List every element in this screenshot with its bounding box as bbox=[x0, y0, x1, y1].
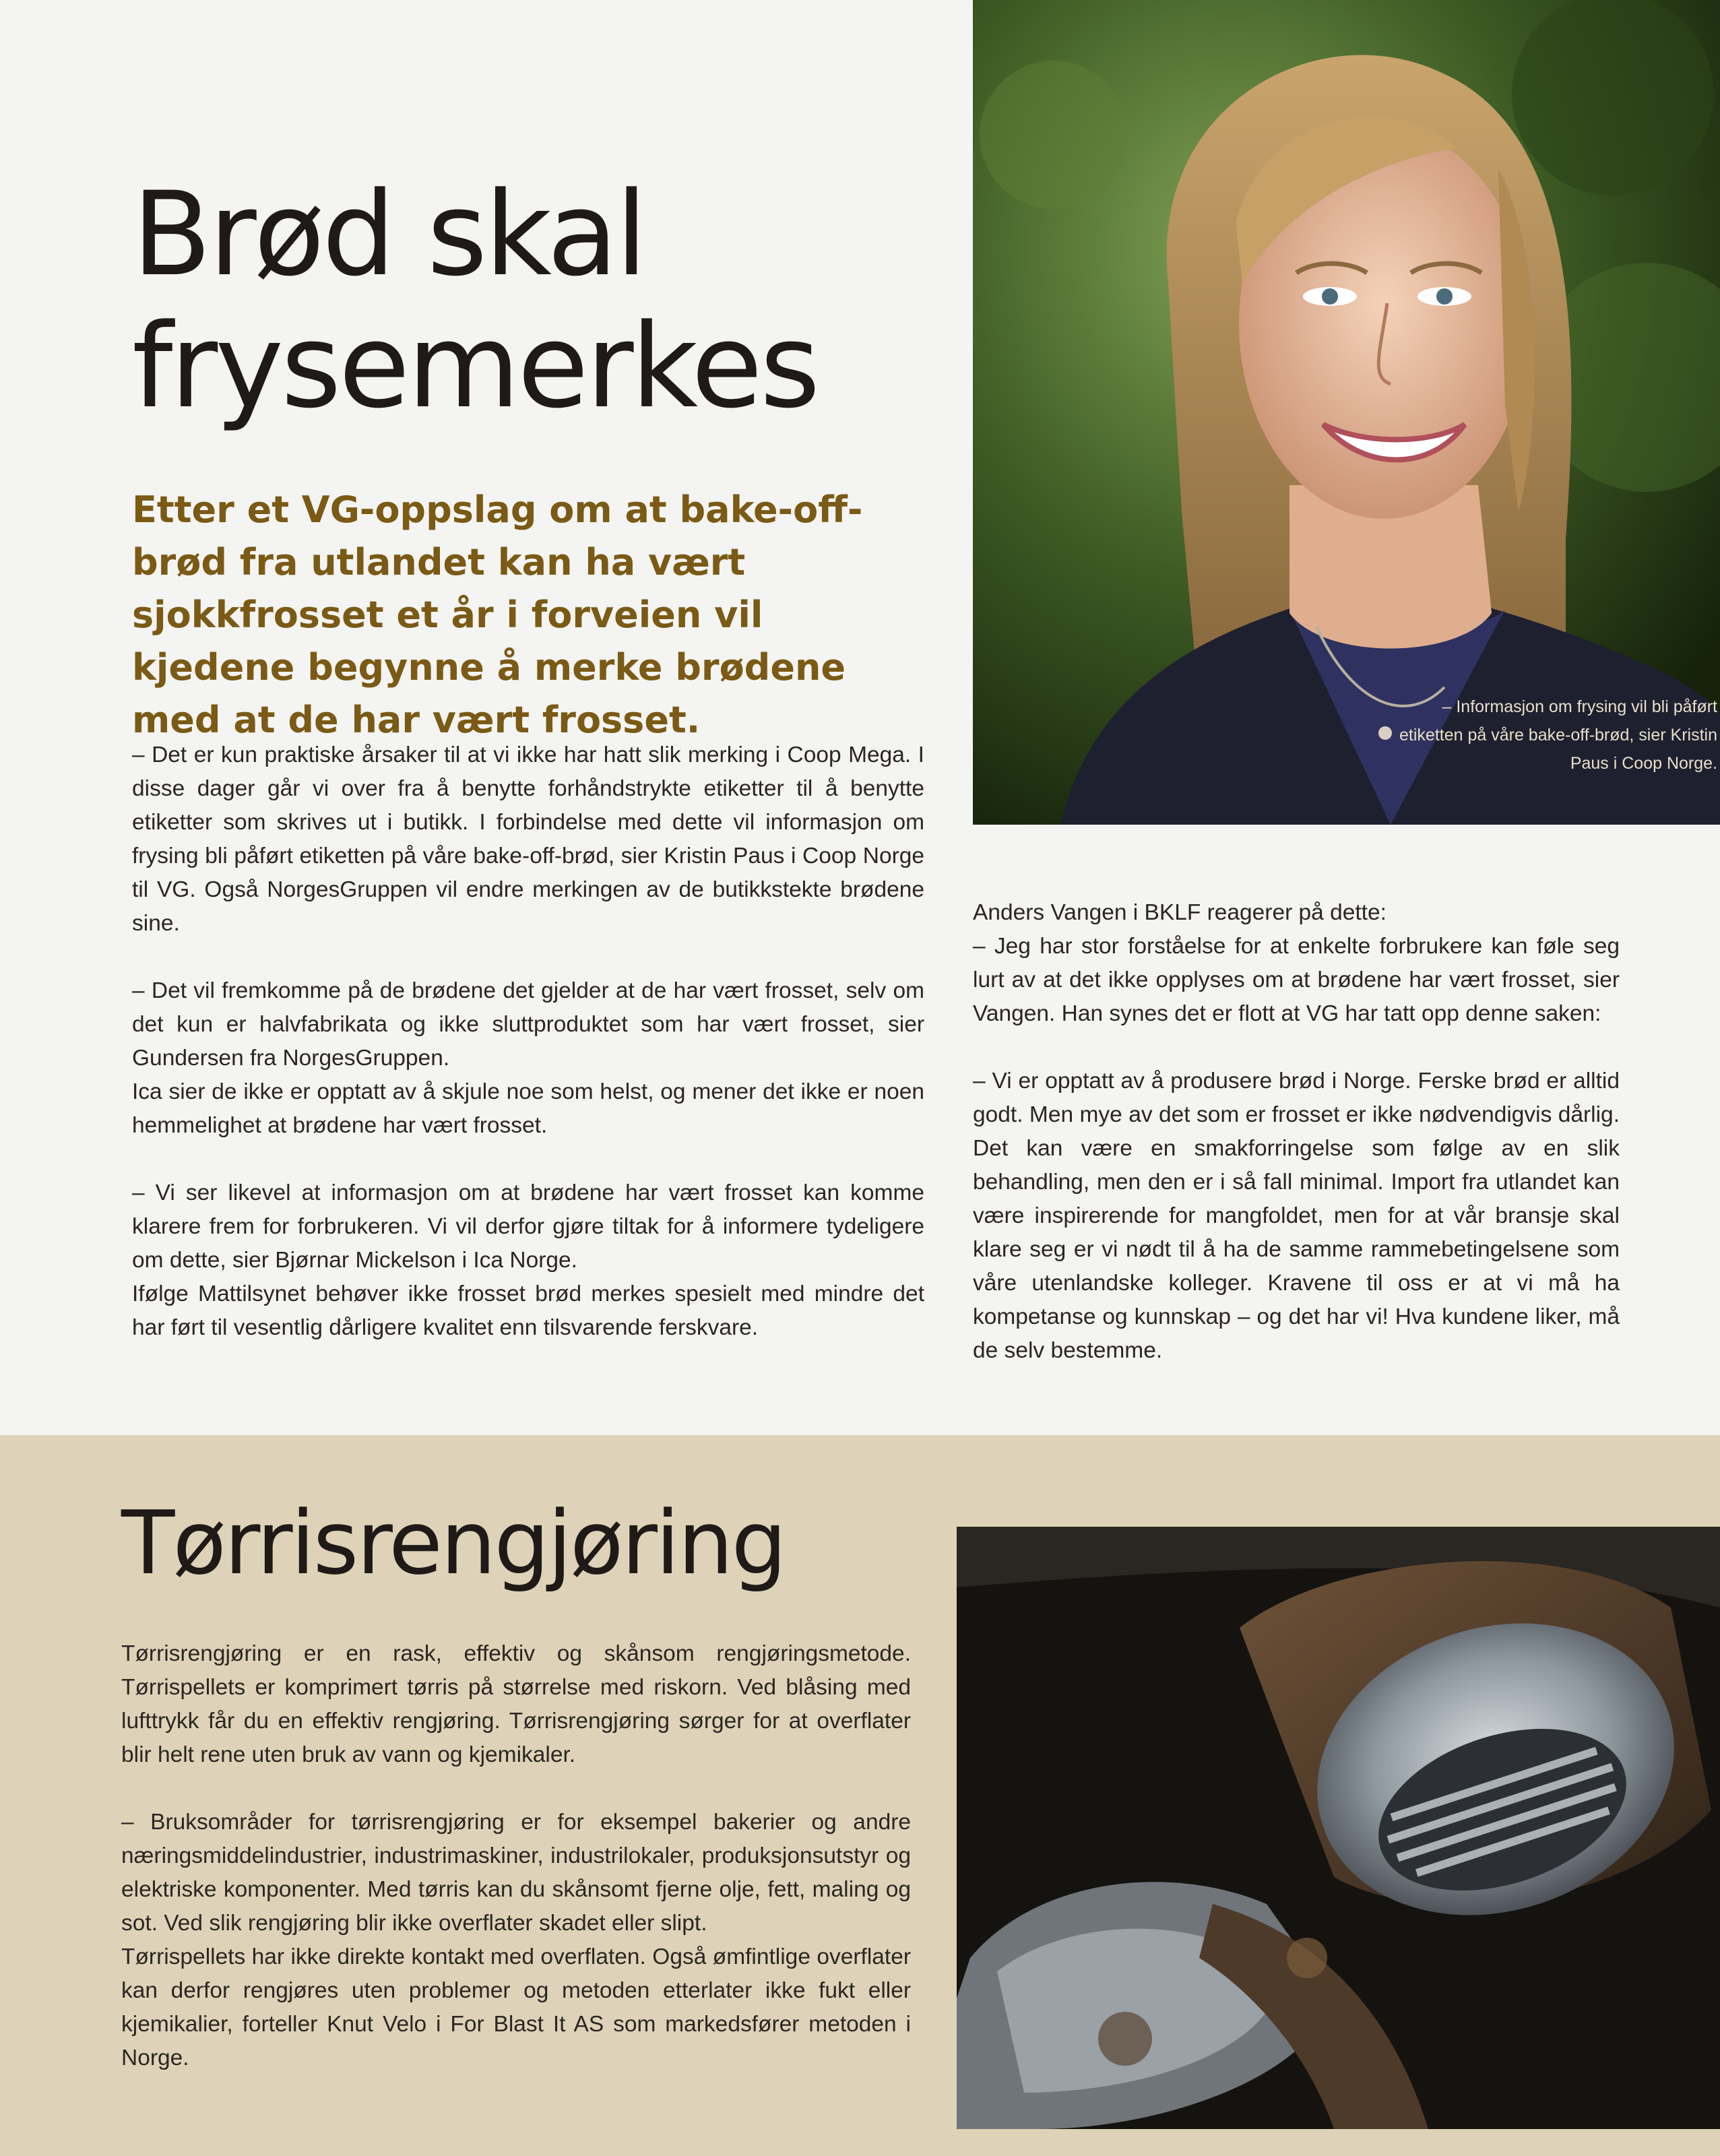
title-line-1: Brød skal bbox=[132, 166, 645, 302]
left-paragraph-5: Ifølge Mattilsynet behøver ikke frosset brød merkes spesielt med mindre det har ført til vesentlig dårligere kvalitet enn tilsvarende ferskvare. bbox=[132, 1281, 924, 1340]
photo-caption: – Informasjon om frysing vil bli påført etiketten på våre bake-off-brød, sier Kristin Paus i Coop Norge. bbox=[1399, 697, 1717, 773]
left-paragraph-4: – Vi ser likevel at informasjon om at brødene har vært frosset kan komme klarere frem for forbrukeren. Vi vil derfor gjøre tiltak for å informere tydeligere om dette, sier Bjørnar Mickelson i Ica Norge. bbox=[132, 1180, 924, 1273]
title-line-2: frysemerkes bbox=[132, 298, 818, 434]
right-paragraph-1: Anders Vangen i BKLF reagerer på dette: bbox=[973, 900, 1387, 925]
machine-illustration bbox=[957, 1527, 1720, 2129]
article-lead: Etter et VG-oppslag om at bake-off-brød fra utlandet kan ha vært sjokkfrosset et år i forveien vil kjedene begynne å merke brødene med at de har vært frosset. bbox=[132, 488, 863, 741]
portrait-photo bbox=[973, 0, 1720, 825]
left-paragraph-3: Ica sier de ikke er opptatt av å skjule noe som helst, og mener det ikke er noen hemmelighet at brødene har vært frosset. bbox=[132, 1079, 924, 1138]
left-column bbox=[132, 738, 924, 1345]
bottom-paragraph-2: – Bruksområder for tørrisrengjøring er for eksempel bakerier og andre næringsmiddelindustrier, industrimaskiner, industrilokaler, produksjonsutstyr og elektriske komponenter. Med tørris kan du skånsomt fjerne olje, fett, maling og sot. Ved slik rengjøring blir ikke overflater skadet eller slipt. bbox=[121, 1810, 911, 1936]
bottom-paragraph-1: Tørrisrengjøring er en rask, effektiv og skånsom rengjøringsmetode. Tørrispellets er komprimert tørris på størrelse med riskorn. Ved blåsing med lufttrykk får du en effektiv rengjøring. Tørrisrengjøring sørger for at overflater blir helt rene uten bruk av vann og kjemikaler. bbox=[121, 1641, 911, 1767]
left-paragraph-2: – Det vil fremkomme på de brødene det gjelder at de har vært frosset, selv om det kun er halvfabrikata og ikke sluttproduktet som har vært frosset, sier Gundersen fra NorgesGruppen. bbox=[132, 978, 924, 1071]
bottom-paragraph-3: Tørrispellets har ikke direkte kontakt med overflaten. Også ømfintlige overflater kan derfor rengjøres uten problemer og metoden etterlater ikke fukt eller kjemikalier, forteller Knut Velo i For Blast It AS som markedsfører metoden i Norge. bbox=[121, 1944, 911, 2070]
article-title bbox=[132, 168, 941, 433]
right-column bbox=[973, 896, 1620, 1368]
left-paragraph-1: – Det er kun praktiske årsaker til at vi ikke har hatt slik merking i Coop Mega. I disse dager går vi over fra å benytte forhåndstrykte etiketter til å benytte etiketter som skrives ut i butikk. I forbindelse med dette vil informasjon om frysing bli påført etiketten på våre bake-off-brød, sier Kristin Paus i Coop Norge til VG. Også NorgesGruppen vil endre merkingen av de butikkstekte brødene sine. bbox=[132, 742, 924, 936]
article2-title: Tørrisrengjøring bbox=[121, 1492, 786, 1594]
right-paragraph-3: – Vi er opptatt av å produsere brød i Norge. Ferske brød er alltid godt. Men mye av det som er frosset er ikke nødvendigvis dårlig. Det kan være en smakforringelse som følge av en slik behandling, men den er i så fall minimal. Import fra utlandet kan være inspirerende for mangfoldet, men for at vår bransje skal klare seg er vi nødt til å ha de samme rammebetingelsene som våre utenlandske kolleger. Kravene til oss er at vi må ha kompetanse og kunnskap – og det har vi! Hva kundene liker, må de selv bestemme. bbox=[973, 1069, 1620, 1363]
bottom-column bbox=[121, 1637, 911, 2075]
machine-photo bbox=[957, 1527, 1720, 2129]
right-paragraph-2: – Jeg har stor forståelse for at enkelte forbrukere kan føle seg lurt av at det ikke opplyses om at brødene har vært frosset, sier Vangen. Han synes det er flott at VG har tatt opp denne saken: bbox=[973, 934, 1620, 1026]
